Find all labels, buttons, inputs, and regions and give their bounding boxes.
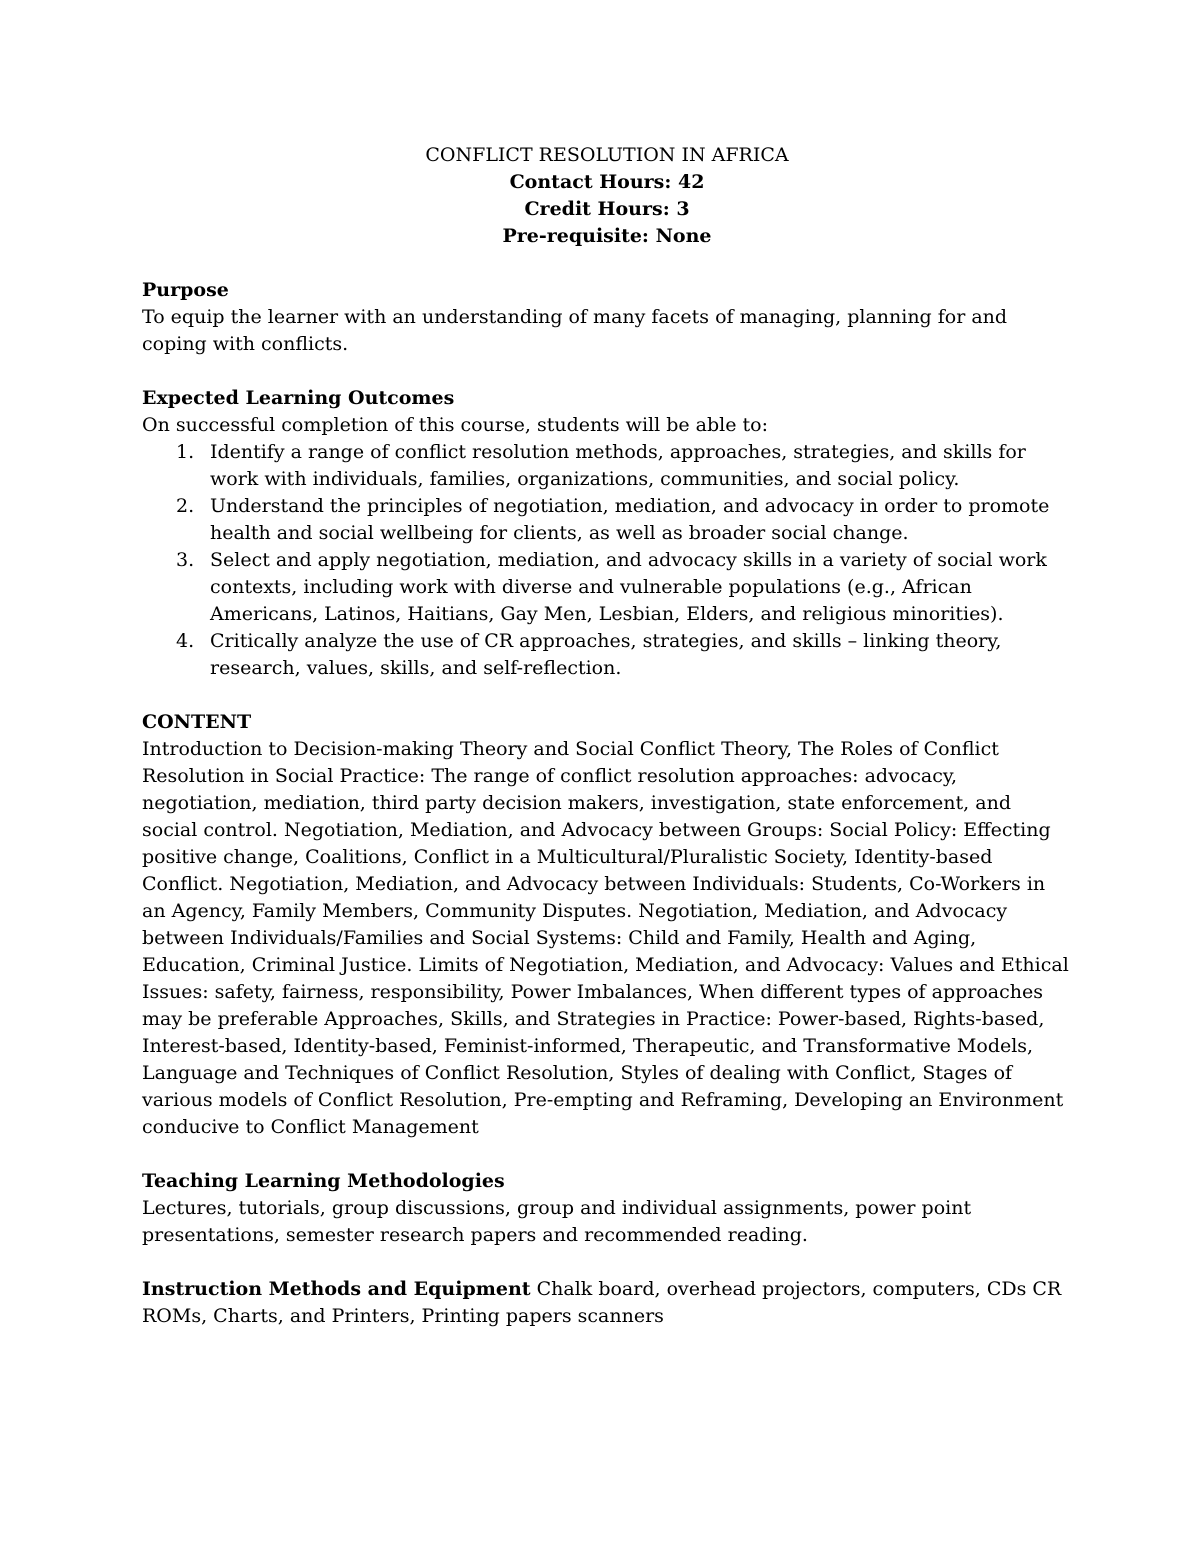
instruction-text: Chalk board, overhead projectors, computers, CDs CR ROMs, Charts, and Printers, Printing papers scanners <box>142 1278 1062 1327</box>
outcomes-section <box>142 385 1072 682</box>
purpose-text: To equip the learner with an understanding of many facets of managing, planning for and coping with conflicts. <box>142 306 1008 355</box>
methodologies-section <box>142 1168 1072 1249</box>
document-page <box>142 142 1072 1357</box>
instruction-paragraph <box>142 1276 1072 1330</box>
course-header <box>142 142 1072 250</box>
outcome-text: Understand the principles of negotiation, mediation, and advocacy in order to promote health and social wellbeing for clients, as well as broader social change. <box>210 495 1050 544</box>
outcomes-heading: Expected Learning Outcomes <box>142 387 455 409</box>
purpose-section <box>142 277 1072 358</box>
outcome-number: 2. <box>176 495 195 517</box>
methodologies-text: Lectures, tutorials, group discussions, group and individual assignments, power point presentations, semester research papers and recommended reading. <box>142 1197 972 1246</box>
outcome-number: 1. <box>176 441 195 463</box>
outcome-text: Critically analyze the use of CR approaches, strategies, and skills – linking theory, research, values, skills, and self-reflection. <box>210 630 1002 679</box>
outcomes-intro: On successful completion of this course, students will be able to: <box>142 414 768 436</box>
course-title: CONFLICT RESOLUTION IN AFRICA <box>425 144 789 166</box>
outcome-item <box>142 493 1072 547</box>
methodologies-heading: Teaching Learning Methodologies <box>142 1170 505 1192</box>
content-heading: CONTENT <box>142 711 252 733</box>
credit-hours: Credit Hours: 3 <box>524 198 690 220</box>
content-section <box>142 709 1072 1141</box>
outcome-item <box>142 628 1072 682</box>
outcome-item <box>142 547 1072 628</box>
instruction-section <box>142 1276 1072 1330</box>
outcome-item <box>142 439 1072 493</box>
purpose-heading: Purpose <box>142 279 229 301</box>
outcome-number: 4. <box>176 630 195 652</box>
prerequisite: Pre-requisite: None <box>502 225 712 247</box>
instruction-heading: Instruction Methods and Equipment <box>142 1278 531 1300</box>
content-text: Introduction to Decision-making Theory and Social Conflict Theory, The Roles of Conflict Resolution in Social Practice: The range of conflict resolution approaches: advocacy, negotiation, mediation, third party decision makers, investigation, state enforcement, and social control. Negotiation, Mediation, and Advocacy between Groups: Social Policy: Effecting positive change, Coalitions, Conflict in a Multicultural/Pluralistic Society, Identity-based Conflict. Negotiation, Mediation, and Advocacy between Individuals: Students, Co-Workers in an Agency, Family Members, Community Disputes. Negotiation, Mediation, and Advocacy between Individuals/Families and Social Systems: Child and Family, Health and Aging, Education, Criminal Justice. Limits of Negotiation, Mediation, and Advocacy: Values and Ethical Issues: safety, fairness, responsibility, Power Imbalances, When different types of approaches may be preferable Approaches, Skills, and Strategies in Practice: Power-based, Rights-based, Interest-based, Identity-based, Feminist-informed, Therapeutic, and Transformative Models, Language and Techniques of Conflict Resolution, Styles of dealing with Conflict, Stages of various models of Conflict Resolution, Pre-empting and Reframing, Developing an Environment conducive to Conflict Management <box>142 738 1069 1138</box>
outcome-number: 3. <box>176 549 195 571</box>
outcomes-list <box>142 439 1072 682</box>
outcome-text: Identify a range of conflict resolution methods, approaches, strategies, and skills for work with individuals, families, organizations, communities, and social policy. <box>210 441 1026 490</box>
outcome-text: Select and apply negotiation, mediation, and advocacy skills in a variety of social work contexts, including work with diverse and vulnerable populations (e.g., African Americans, Latinos, Haitians, Gay Men, Lesbian, Elders, and religious minorities). <box>210 549 1047 625</box>
contact-hours: Contact Hours: 42 <box>509 171 705 193</box>
